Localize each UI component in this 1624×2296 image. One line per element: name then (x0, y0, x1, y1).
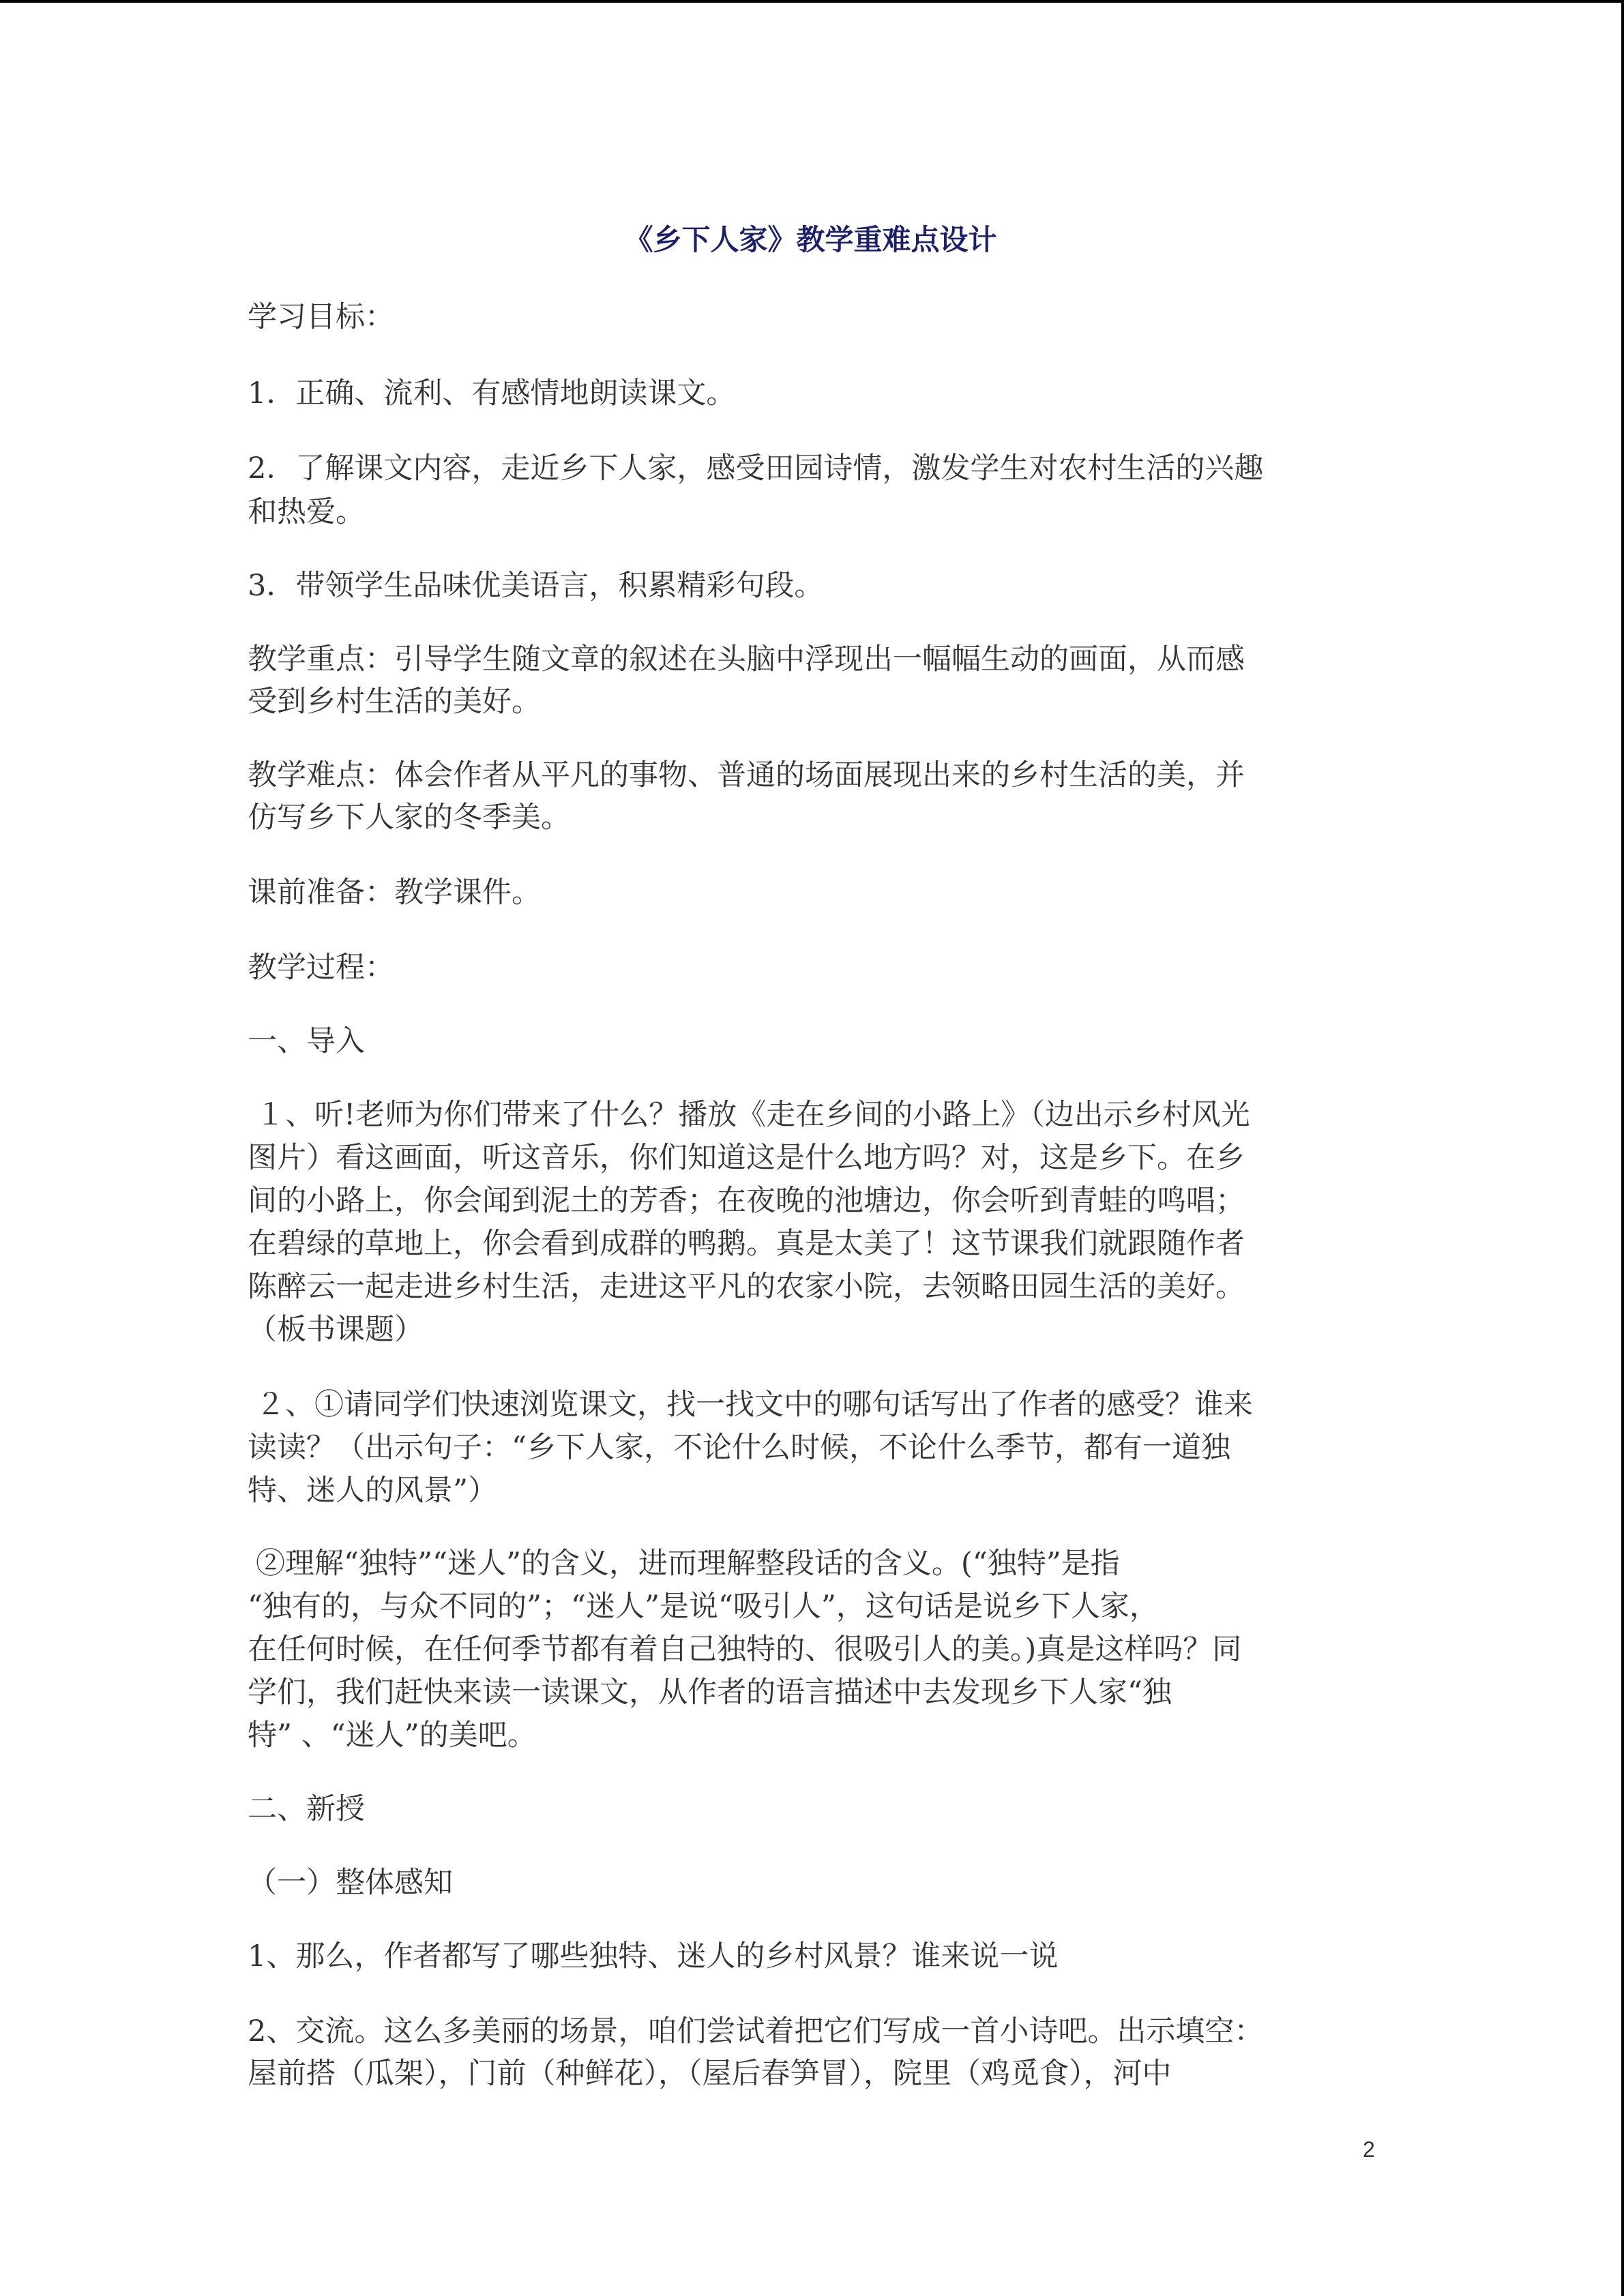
paragraph-intro-3-line-4: 学们，我们赶快来读一读课文，从作者的语言描述中去发现乡下人家“独 (248, 1675, 1172, 1710)
paragraph-intro-2-line-1: ２、①请同学们快速浏览课文，找一找文中的哪句话写出了作者的感受？谁来 (256, 1388, 1253, 1422)
paragraph-intro-2-line-2: 读读？（出示句子：“乡下人家，不论什么时候，不论什么季节，都有一道独 (248, 1431, 1230, 1465)
paragraph-intro-3-line-5: 特” 、“迷人”的美吧。 (248, 1718, 537, 1753)
paragraph-intro-1-line-1: １、听!老师为你们带来了什么？播放《走在乡间的小路上》（边出示乡村风光 (256, 1098, 1250, 1132)
paragraph-goal-3: 3．带领学生品味优美语言，积累精彩句段。 (248, 569, 824, 603)
paragraph-perception-2-line-2: 屋前搭（瓜架），门前（种鲜花），（屋后春笋冒），院里（鸡觅食），河中 (248, 2057, 1172, 2091)
paragraph-perception-1: 1、那么，作者都写了哪些独特、迷人的乡村风景？谁来说一说 (248, 1939, 1059, 1973)
paragraph-intro-3-line-3: 在任何时候，在任何季节都有着自己独特的、很吸引人的美。)真是这样吗？同 (248, 1632, 1242, 1667)
paragraph-process-heading: 教学过程： (248, 951, 394, 985)
page-right-border (1621, 0, 1624, 2296)
paragraph-intro-1-line-5: 陈醉云一起走进乡村生活，走进这平凡的农家小院，去领略田园生活的美好。 (248, 1270, 1245, 1304)
paragraph-key-points-line-2: 受到乡村生活的美好。 (248, 685, 541, 719)
document-title: 《乡下人家》教学重难点设计 (624, 223, 997, 256)
paragraph-difficulties-line-1: 教学难点：体会作者从平凡的事物、普通的场面展现出来的乡村生活的美，并 (248, 758, 1245, 792)
paragraph-goal-2-line-1: 2．了解课文内容，走近乡下人家，感受田园诗情，激发学生对农村生活的兴趣 (248, 451, 1264, 486)
section-heading-introduction: 一、导入 (248, 1024, 365, 1058)
paragraph-intro-1-line-3: 间的小路上，你会闻到泥土的芳香；在夜晚的池塘边，你会听到青蛙的鸣唱； (248, 1184, 1245, 1218)
page-top-border (0, 0, 1624, 3)
paragraph-goal-1: 1．正确、流利、有感情地朗读课文。 (248, 376, 736, 411)
paragraph-intro-1-line-2: 图片）看这画面，听这音乐，你们知道这是什么地方吗？对，这是乡下。在乡 (248, 1141, 1245, 1175)
paragraph-intro-2-line-3: 特、迷人的风景”） (248, 1474, 497, 1508)
paragraph-intro-1-line-4: 在碧绿的草地上，你会看到成群的鸭鹅。真是太美了！这节课我们就跟随作者 (248, 1227, 1245, 1261)
paragraph-preparation: 课前准备：教学课件。 (248, 876, 541, 910)
paragraph-learning-goals-heading: 学习目标： (248, 300, 394, 334)
page-number: 2 (1363, 2137, 1375, 2162)
paragraph-intro-3-line-2: “独有的，与众不同的”；“迷人”是说“吸引人”，这句话是说乡下人家， (248, 1590, 1159, 1624)
paragraph-key-points-line-1: 教学重点：引导学生随文章的叙述在头脑中浮现出一幅幅生动的画面，从而感 (248, 642, 1245, 676)
paragraph-difficulties-line-2: 仿写乡下人家的冬季美。 (248, 801, 570, 835)
section-heading-new-lesson: 二、新授 (248, 1792, 365, 1826)
paragraph-goal-2-line-2: 和热爱。 (248, 495, 365, 529)
paragraph-intro-3-line-1: ②理解“独特”“迷人”的含义，进而理解整段话的含义。(“独特”是指 (256, 1547, 1120, 1581)
subsection-heading-overall-perception: （一）整体感知 (248, 1866, 453, 1900)
paragraph-perception-2-line-1: 2、交流。这么多美丽的场景，咱们尝试着把它们写成一首小诗吧。出示填空： (248, 2014, 1264, 2048)
paragraph-intro-1-line-6: （板书课题） (248, 1313, 424, 1347)
